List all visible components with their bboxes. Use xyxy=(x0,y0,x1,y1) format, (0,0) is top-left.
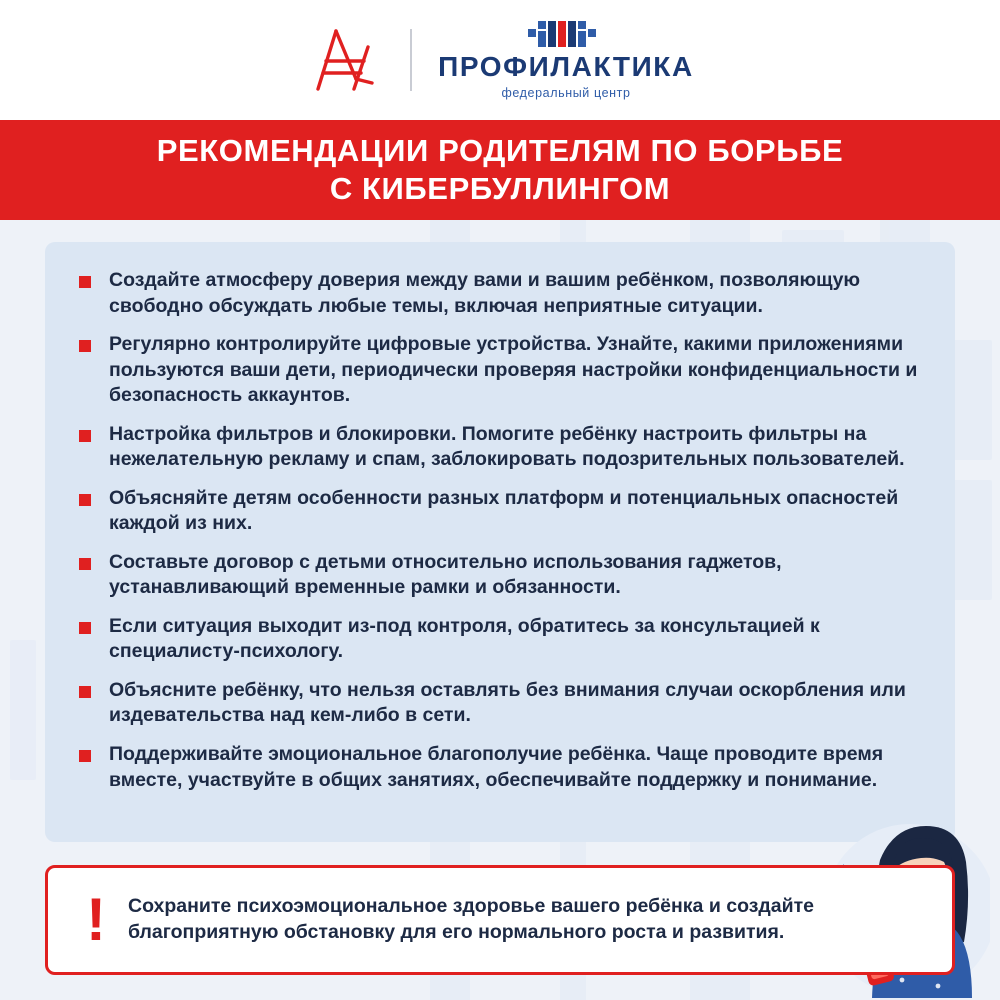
list-item-text: Объясняйте детям особенности разных платформ и потенциальных опасностей каждой из них. xyxy=(109,486,899,535)
list-item xyxy=(73,422,921,473)
list-item-text: Регулярно контролируйте цифровые устройства. Узнайте, какими приложениями пользуются ваши дети, периодически проверяя настройки конфиденциальности и безопасность аккаунтов. xyxy=(109,333,918,407)
squares-icon xyxy=(528,21,604,47)
bullet-square-icon xyxy=(79,686,91,698)
easel-icon xyxy=(306,27,384,93)
exclamation-icon: ! xyxy=(86,886,106,953)
list-item xyxy=(73,678,921,729)
list-item-text: Создайте атмосферу доверия между вами и вашим ребёнком, позволяющую свободно обсуждать любые темы, включая неприятные ситуации. xyxy=(109,269,861,317)
list-item-text: Объясните ребёнку, что нельзя оставлять без внимания случаи оскорбления или издевательства над кем-либо в сети. xyxy=(109,678,906,727)
note-text: Сохраните психоэмоциональное здоровье вашего ребёнка и создайте благоприятную обстановку для его нормального роста и развития. xyxy=(127,895,815,943)
list-item xyxy=(73,332,921,409)
list-item xyxy=(73,550,921,601)
organization-name: ПРОФИЛАКТИКА xyxy=(438,50,694,82)
body-area xyxy=(0,220,1000,1000)
logo-bar xyxy=(0,0,1000,120)
page-title-line-2: С КИБЕРБУЛЛИНГОМ xyxy=(329,171,671,206)
list-item-text: Поддерживайте эмоциональное благополучие ребёнка. Чаще проводите время вместе, участвуйте в общих занятиях, обеспечивайте поддержку и понимание. xyxy=(109,742,884,791)
bullet-square-icon xyxy=(79,276,91,288)
page-title-line-1: РЕКОМЕНДАЦИИ РОДИТЕЛЯМ ПО БОРЬБЕ xyxy=(156,133,844,169)
title-band xyxy=(0,120,1000,220)
list-item-text: Если ситуация выходит из-под контроля, обратитесь за консультацией к специалисту-психологу. xyxy=(109,614,820,663)
bullet-square-icon xyxy=(79,558,91,570)
recommendations-card xyxy=(45,242,955,842)
organization-subtitle: федеральный центр xyxy=(501,85,631,100)
list-item xyxy=(73,486,921,537)
bullet-square-icon xyxy=(79,750,91,762)
list-item xyxy=(73,742,921,793)
bullet-square-icon xyxy=(79,494,91,506)
bullet-square-icon xyxy=(79,430,91,442)
logo-divider xyxy=(410,29,412,91)
list-item-text: Составьте договор с детьми относительно использования гаджетов, устанавливающий временные рамки и обязанности. xyxy=(109,550,782,599)
recommendations-list xyxy=(73,268,921,793)
list-item-text: Настройка фильтров и блокировки. Помогите ребёнку настроить фильтры на нежелательную рекламу и спам, заблокировать подозрительных пользователей. xyxy=(109,422,905,471)
logo-group xyxy=(306,21,694,100)
list-item xyxy=(73,614,921,665)
logo-wordmark xyxy=(438,21,694,100)
bullet-square-icon xyxy=(79,622,91,634)
list-item xyxy=(73,268,921,319)
bullet-square-icon xyxy=(79,340,91,352)
note-box xyxy=(45,865,955,975)
